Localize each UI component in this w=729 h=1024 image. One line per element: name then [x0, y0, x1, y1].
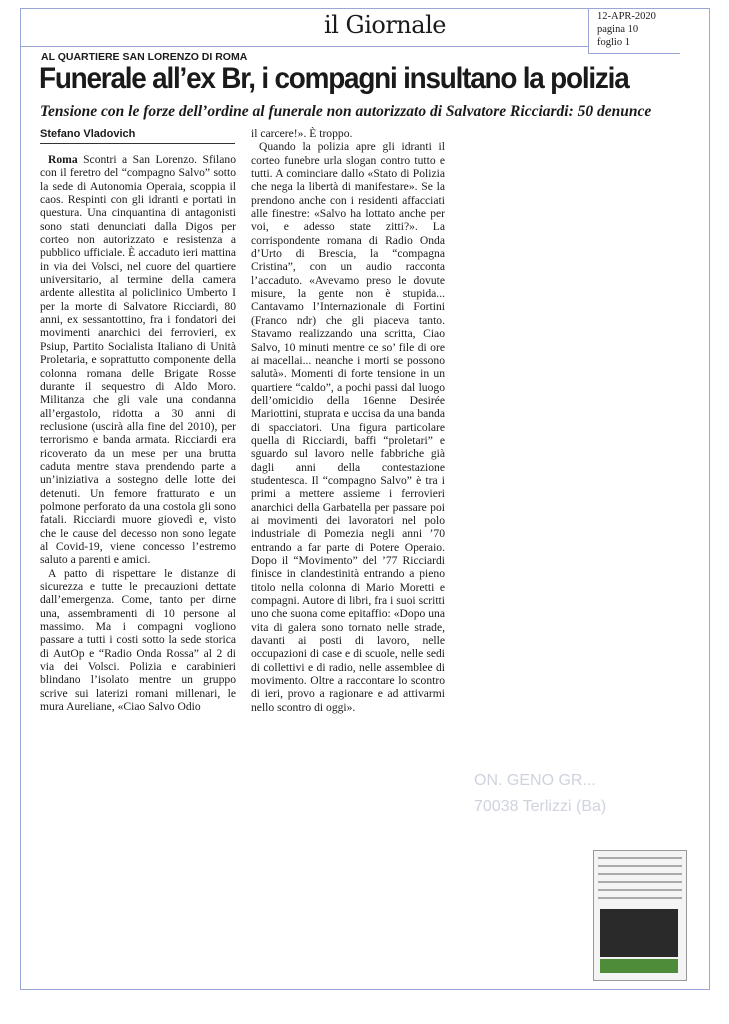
stamp-line-1: ON. GENO GR...: [474, 772, 596, 789]
article-headline: Funerale all’ex Br, i compagni insultano la polizia: [39, 62, 629, 95]
column-1-paragraph-2: A patto di rispettare le distanze di sicurezza e tutte le precauzioni dettate dall’emergenza. Come, tanto per dirne una, assembramenti di 10 persone al massimo. Ma i compagni vogliono passare a tutti i costi sotto la sede storica di AutOp e “Radio Onda Rossa” al 2 di via dei Volsci. Polizia e carabinieri blindano l’isolato mentre un gruppo scrive sui laterizi romani millenari, le mura Aureliane, «Ciao Salvo Odio: [40, 566, 236, 714]
clipping-sheet: foglio 1: [597, 37, 630, 48]
clipping-meta-box: [588, 8, 680, 54]
thumbnail-line: [598, 897, 682, 899]
thumbnail-green-band: [600, 959, 678, 973]
stamp-line-2: 70038 Terlizzi (Ba): [474, 798, 607, 815]
thumbnail-line: [598, 889, 682, 891]
article-subhead: Tensione con le forze dell’ordine al funerale non autorizzato di Salvatore Ricciardi: 50 denunce: [40, 103, 652, 120]
clipping-date: 12-APR-2020: [597, 11, 656, 22]
column-1-paragraph-1: [40, 153, 236, 567]
clipping-page: pagina 10: [597, 24, 639, 35]
dateline-city: Roma: [48, 153, 78, 166]
newspaper-masthead: il Giornale: [324, 11, 446, 39]
article-kicker: AL QUARTIERE SAN LORENZO DI ROMA: [41, 51, 248, 63]
column-2-continuation: il carcere!». È troppo.: [251, 127, 353, 140]
thumbnail-line: [598, 865, 682, 867]
faded-address-stamp: [474, 768, 606, 820]
article-column-2: [251, 127, 445, 714]
article-column-1: [40, 153, 236, 713]
thumbnail-line: [598, 881, 682, 883]
masthead-divider: [20, 46, 588, 47]
thumbnail-line: [598, 873, 682, 875]
thumbnail-line: [598, 857, 682, 859]
article-byline: Stefano Vladovich: [40, 128, 136, 140]
column-2-paragraph-1: Quando la polizia apre gli idranti il corteo funebre urla slogan contro tutto e tutti. A cominciare dallo «Stato di Polizia che nega la libertà di manifestare». Se la prendono anche con i residenti affacciati alle finestre: «Salvo ha lottato anche per voi, e adesso state zitti?». La corrispondente romana di Radio Onda d’Urto di Brescia, la “compagna Cristina”, con un audio racconta l’accaduto. «Avevamo preso le dovute misure, la gente non è stupida... Cantavamo l’Internazionale di Fortini (Franco ndr) che gli piaceva tanto. Stavamo realizzando una scritta, Ciao Salvo, 10 minuti mentre ce so’ file di ore ai macellai... neanche i morti se possono salutà». Momenti di forte tensione in un quartiere “caldo”, a pochi passi dal luogo dell’omicidio della 16enne Desirée Mariottini, stuprata e uccisa da una banda di spacciatori. Una figura particolare quella di Ricciardi, baffi “proletari” e sguardo sul lavoro nelle fabbriche già dagli anni della contestazione studentesca. Il “compagno Salvo” è tra i primi a mettere assieme i ferrovieri anarchici della Garbatella per passare poi ai movimenti dei lavoratori nel polo industriale di Pomezia negli anni ’70 entrando a far parte di Potere Operaio. Dopo il “Movimento” del ’77 Ricciardi finisce in clandestinità entrando a pieno titolo nella colonna di Mario Moretti e compagni. Autore di libri, fra i suoi scritti uno che suona come epitaffio: «Dopo una vita di galera sono tornato nelle strade, davanti ai posti di lavoro, nelle occupazioni di case e di scuole, nelle sedi di collettivi e di radio, nelle assemblee di movimento. Oltre a raccontare lo scontro di ieri, provo a ragionare e ad attivarmi nello scontro di oggi».: [251, 140, 445, 714]
column-1-paragraph-1-text: Scontri a San Lorenzo. Sfilano con il feretro del “compagno Salvo” sotto la sede di Autonomia Operaia, scoppia il caos. Respinti con gli idranti e portati in questura. Una cinquantina di antagonisti sono stati denunciati dalla Digos per corteo non autorizzato e resistenza a pubblico ufficiale. È accaduto ieri mattina in via dei Volsci, nel cuore del quartiere universitario, al termine della camera ardente allestita al policlinico Umberto I per la morte di Salvatore Ricciardi, 80 anni, ex sessantottino, fra i fondatori dei movimenti anarchici dei ferrovieri, ex Psiup, Partito Socialista Italiano di Unità Proletaria, e soprattutto componente della colonna romana delle Brigate Rosse durante il sequestro di Aldo Moro. Militanza che gli vale una condanna all’ergastolo, ridotta a 30 anni di reclusione (uscirà alla fine del 2010), per terrorismo e banda armata. Ricciardi era ricoverato da un mese per una brutta caduta mentre stava prendendo parte a un’iniziativa a sostegno delle lotte dei detenuti. Un femore fratturato e un polmone perforato da una costola gli sono fatali. Ricciardi muore giovedì e, visto che le cause del decesso non sono legate al Covid-19, viene concesso l’estremo saluto a parenti e amici.: [40, 153, 236, 567]
byline-divider: [40, 143, 235, 144]
page-thumbnail: [593, 850, 687, 981]
thumbnail-photo: [600, 909, 678, 957]
